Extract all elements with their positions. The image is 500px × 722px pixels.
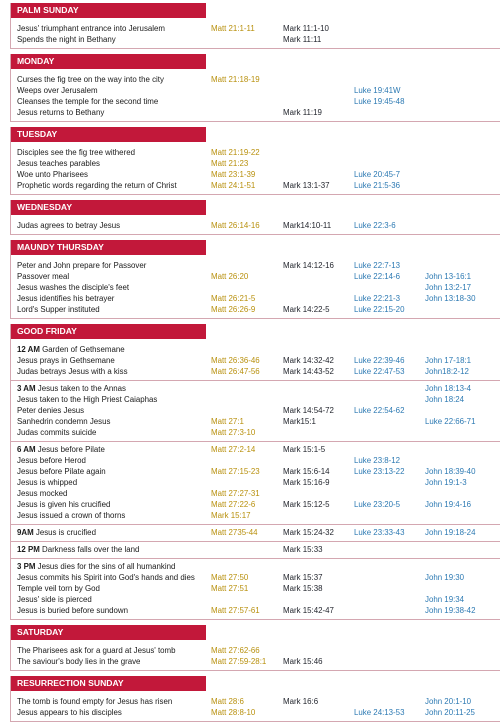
matthew-ref: Matt 27:59-28:1	[211, 657, 267, 666]
luke-ref: Luke 23:33-43	[354, 528, 405, 537]
event-cell: Judas agrees to betray Jesus	[17, 221, 121, 230]
john-ref: John 20:11-25	[425, 708, 475, 717]
mark-ref: Mark 11:1-10	[283, 24, 329, 33]
matthew-ref: Matt 27:1	[211, 417, 244, 426]
section-side-border	[10, 127, 11, 195]
matthew-ref: Matt 28:8-10	[211, 708, 256, 717]
mark-ref: Mark 15:16-9	[283, 478, 330, 487]
mark-ref: Mark 11:19	[283, 108, 322, 117]
mark-ref: Mark 14:43-52	[283, 367, 334, 376]
matthew-ref: Matt 27:51	[211, 584, 249, 593]
john-ref: John 18:39-40	[425, 467, 476, 476]
matthew-ref: Matt 24:1-51	[211, 181, 256, 190]
event-cell	[17, 444, 105, 455]
event-cell: Disciples see the fig tree withered	[17, 148, 135, 157]
matthew-ref: Matt 26:26-9	[211, 305, 256, 314]
event-text: Jesus is crucified	[35, 528, 96, 537]
section-side-border	[10, 240, 11, 319]
mark-ref: Mark 14:32-42	[283, 356, 334, 365]
mark-ref: Mark 14:22-5	[283, 305, 330, 314]
section-border	[10, 48, 500, 49]
matthew-ref: Matt 21:1-11	[211, 24, 255, 33]
event-cell: Sanhedrin condemn Jesus	[17, 417, 111, 426]
matthew-ref: Matt 27:15-23	[211, 467, 260, 476]
luke-ref: Luke 23:8-12	[354, 456, 401, 465]
event-text: Garden of Gethsemane	[42, 345, 125, 354]
section-heading: SATURDAY	[10, 625, 206, 640]
mark-ref: Mark 14:12-16	[283, 261, 334, 270]
matthew-ref: Matt 26:47-56	[211, 367, 260, 376]
john-ref: Luke 22:66-71	[425, 417, 476, 426]
event-cell: Woe unto Pharisees	[17, 170, 88, 179]
section-heading: MAUNDY THURSDAY	[10, 240, 206, 255]
matthew-ref: Matt 26:21-5	[211, 294, 256, 303]
luke-ref: Luke 22:21-3	[354, 294, 401, 303]
mark-ref: Mark 15:24-32	[283, 528, 334, 537]
event-cell: Jesus is buried before sundown	[17, 606, 128, 615]
event-cell: Jesus appears to his disciples	[17, 708, 122, 717]
matthew-ref: Matt 28:6	[211, 697, 244, 706]
time-divider	[10, 380, 500, 381]
mark-ref: Mark 15:6-14	[283, 467, 330, 476]
matthew-ref: Matt 2735-44	[211, 528, 258, 537]
section-heading: WEDNESDAY	[10, 200, 206, 215]
event-cell: Judas betrays Jesus with a kiss	[17, 367, 128, 376]
john-ref: John 13:2-17	[425, 283, 472, 292]
section-heading: RESURRECTION SUNDAY	[10, 676, 206, 691]
event-cell: Cleanses the temple for the second time	[17, 97, 159, 106]
luke-ref: Luke 22:47-53	[354, 367, 405, 376]
john-ref: John 19:38-42	[425, 606, 476, 615]
event-cell: Jesus is given his crucified	[17, 500, 111, 509]
john-ref: John 13:18-30	[425, 294, 476, 303]
section-border	[10, 670, 500, 671]
event-cell: Jesus commits his Spirit into God's hands and dies	[17, 573, 195, 582]
time-label: 12 AM	[17, 345, 40, 354]
luke-ref: Luke 22:54-62	[354, 406, 405, 415]
luke-ref: Luke 19:41W	[354, 86, 401, 95]
mark-ref: Mark 13:1-37	[283, 181, 330, 190]
event-cell: Jesus' triumphant entrance into Jerusalem	[17, 24, 165, 33]
event-cell: Jesus issued a crown of thorns	[17, 511, 126, 520]
mark-ref: Mark 15:12-5	[283, 500, 330, 509]
luke-ref: Luke 19:45-48	[354, 97, 405, 106]
luke-ref: Luke 23:13-22	[354, 467, 405, 476]
event-cell	[17, 544, 139, 555]
section-border	[10, 234, 500, 235]
luke-ref: Luke 22:7-13	[354, 261, 401, 270]
luke-ref: Luke 22:15-20	[354, 305, 405, 314]
mark-ref: Mark 16:6	[283, 697, 319, 706]
luke-ref: Luke 23:20-5	[354, 500, 401, 509]
event-cell: The saviour's body lies in the grave	[17, 657, 141, 666]
matthew-ref: Matt 27:50	[211, 573, 249, 582]
matthew-ref: Matt 21:18-19	[211, 75, 260, 84]
section-side-border	[10, 54, 11, 122]
mark-ref: Mark14:10-11	[283, 221, 332, 230]
mark-ref: Mark 15:37	[283, 573, 323, 582]
time-label: 6 AM	[17, 445, 36, 454]
event-text: Jesus dies for the sins of all humankind	[37, 562, 176, 571]
section-heading: TUESDAY	[10, 127, 206, 142]
event-cell: Jesus washes the disciple's feet	[17, 283, 130, 292]
john-ref: John 18:13-4	[425, 384, 472, 393]
john-ref: John 19:34	[425, 595, 465, 604]
event-cell: Weeps over Jerusalem	[17, 86, 98, 95]
john-ref: John 13-16:1	[425, 272, 472, 281]
section-side-border	[10, 625, 11, 671]
event-cell: Jesus' side is pierced	[17, 595, 92, 604]
event-cell: Jesus is whipped	[17, 478, 78, 487]
time-divider	[10, 541, 500, 542]
matthew-ref: Matt 27:27-31	[211, 489, 260, 498]
event-cell: Jesus teaches parables	[17, 159, 100, 168]
luke-ref: Luke 22:39-46	[354, 356, 405, 365]
event-cell: Passover meal	[17, 272, 70, 281]
section-border	[10, 619, 500, 620]
time-label: 12 PM	[17, 545, 40, 554]
event-cell: Peter and John prepare for Passover	[17, 261, 147, 270]
event-cell: Judas commits suicide	[17, 428, 97, 437]
event-cell: Jesus returns to Bethany	[17, 108, 105, 117]
time-divider	[10, 441, 500, 442]
mark-ref: Mark 15:42-47	[283, 606, 334, 615]
section-side-border	[10, 3, 11, 49]
event-cell: Prophetic words regarding the return of Christ	[17, 181, 177, 190]
event-cell: The Pharisees ask for a guard at Jesus' tomb	[17, 646, 176, 655]
john-ref: John 19:4-16	[425, 500, 472, 509]
event-cell	[17, 344, 125, 355]
john-ref: John 19:30	[425, 573, 465, 582]
event-cell: Curses the fig tree on the way into the city	[17, 75, 164, 84]
mark-ref: Mark 15:33	[283, 545, 323, 554]
mark-ref: Mark 15:38	[283, 584, 323, 593]
luke-ref: Luke 20:45-7	[354, 170, 401, 179]
matthew-ref: Matt 27:3-10	[211, 428, 256, 437]
mark-ref: Mark 11:11	[283, 35, 322, 44]
event-text: Jesus taken to the Annas	[37, 384, 126, 393]
time-label: 3 AM	[17, 384, 36, 393]
event-cell: The tomb is found empty for Jesus has risen	[17, 697, 173, 706]
event-cell: Lord's Supper instituted	[17, 305, 100, 314]
time-divider	[10, 558, 500, 559]
matthew-ref: Matt 27:2-14	[211, 445, 256, 454]
matthew-ref: Matt 27:62-66	[211, 646, 260, 655]
mark-ref: Mark 15:46	[283, 657, 323, 666]
event-cell: Jesus before Herod	[17, 456, 86, 465]
time-label: 3 PM	[17, 562, 36, 571]
event-cell: Jesus taken to the High Priest Caiaphas	[17, 395, 158, 404]
event-cell: Jesus identifies his betrayer	[17, 294, 115, 303]
john-ref: John 18:24	[425, 395, 465, 404]
matthew-ref: Matt 23:1-39	[211, 170, 256, 179]
event-cell: Spends the night in Bethany	[17, 35, 116, 44]
event-cell: Jesus before Pilate again	[17, 467, 106, 476]
event-cell: Temple veil torn by God	[17, 584, 100, 593]
luke-ref: Luke 22:14-6	[354, 272, 401, 281]
event-cell	[17, 561, 175, 572]
mark-ref: Mark 14:54-72	[283, 406, 334, 415]
event-cell: Jesus mocked	[17, 489, 68, 498]
event-cell: Jesus prays in Gethsemane	[17, 356, 115, 365]
time-divider	[10, 524, 500, 525]
luke-ref: Luke 22:3-6	[354, 221, 396, 230]
luke-ref: Luke 24:13-53	[354, 708, 405, 717]
section-heading: GOOD FRIDAY	[10, 324, 206, 339]
matthew-ref: Matt 26:36-46	[211, 356, 260, 365]
section-border	[10, 121, 500, 122]
matthew-ref: Matt 26:14-16	[211, 221, 260, 230]
john-ref: John 20:1-10	[425, 697, 472, 706]
matthew-ref: Matt 27:57-61	[211, 606, 260, 615]
john-ref: John18:2-12	[425, 367, 469, 376]
matthew-ref: Matt 26:20	[211, 272, 249, 281]
matthew-ref: Matt 27:22-6	[211, 500, 256, 509]
time-label: 9AM	[17, 528, 34, 537]
event-text: Jesus before Pilate	[37, 445, 105, 454]
mark-ref: Mark15:1	[283, 417, 316, 426]
event-cell: Peter denies Jesus	[17, 406, 85, 415]
section-heading: MONDAY	[10, 54, 206, 69]
section-side-border	[10, 324, 11, 620]
section-heading: PALM SUNDAY	[10, 3, 206, 18]
section-border	[10, 318, 500, 319]
event-cell	[17, 383, 126, 394]
section-side-border	[10, 676, 11, 722]
section-side-border	[10, 200, 11, 235]
john-ref: John 17-18:1	[425, 356, 472, 365]
event-text: Darkness falls over the land	[42, 545, 140, 554]
matthew-ref: Mark 15:17	[211, 511, 251, 520]
event-cell	[17, 527, 96, 538]
section-border	[10, 194, 500, 195]
matthew-ref: Matt 21:19-22	[211, 148, 260, 157]
matthew-ref: Matt 21:23	[211, 159, 249, 168]
john-ref: John 19:18-24	[425, 528, 476, 537]
luke-ref: Luke 21:5-36	[354, 181, 401, 190]
john-ref: John 19:1-3	[425, 478, 467, 487]
mark-ref: Mark 15:1-5	[283, 445, 326, 454]
